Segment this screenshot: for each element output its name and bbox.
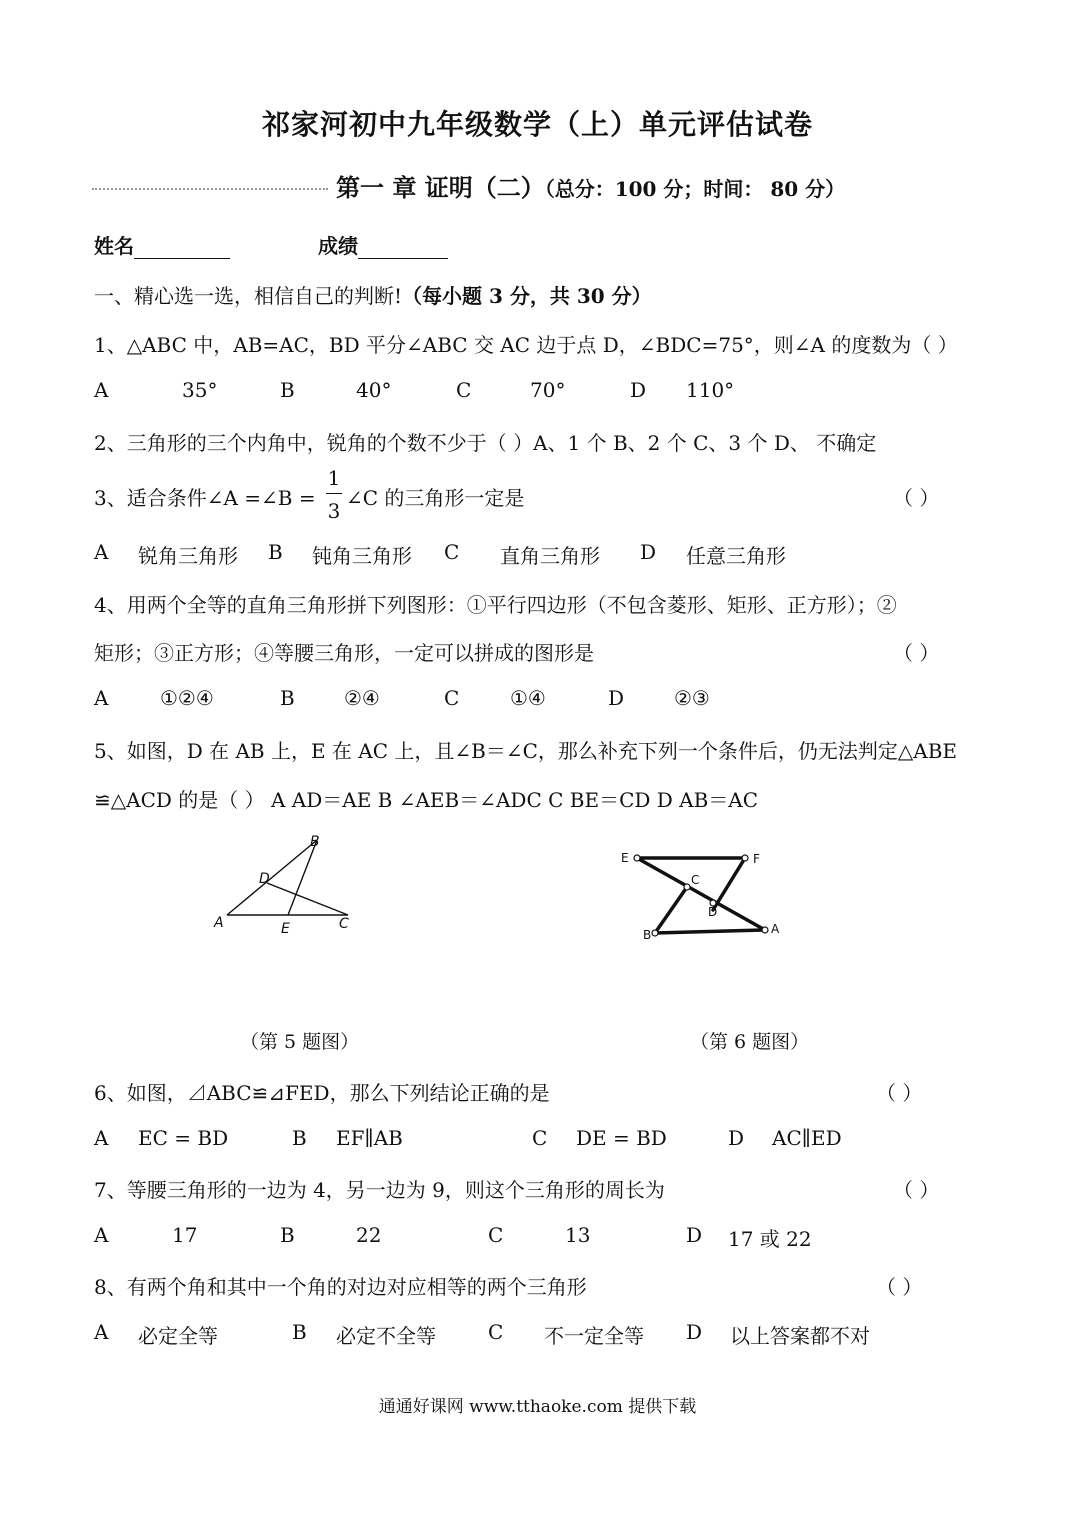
q8-option-c-letter: C xyxy=(488,1320,504,1344)
q7-option-b-text: 22 xyxy=(356,1223,382,1247)
q6-option-a-text: EC = BD xyxy=(138,1126,229,1150)
q8-option-d-letter: D xyxy=(686,1320,703,1344)
q3-option-b-letter: B xyxy=(268,540,283,564)
q4-option-a-letter: A xyxy=(94,686,109,710)
q3-option-a-letter: A xyxy=(94,540,109,564)
q6-option-c-letter: C xyxy=(532,1126,548,1150)
q8-option-b-text: 必定不全等 xyxy=(336,1324,436,1348)
q8-option-b-letter: B xyxy=(292,1320,307,1344)
q7-answer-paren[interactable]: （ ） xyxy=(893,1178,940,1202)
segment-ab xyxy=(227,840,317,915)
figure5-caption: （第 5 题图） xyxy=(240,1031,360,1053)
q7-option-a-letter: A xyxy=(94,1223,109,1247)
q4-option-d-text: ②③ xyxy=(674,686,710,710)
fig6-label-c: C xyxy=(691,873,700,887)
q7-option-b-letter: B xyxy=(280,1223,295,1247)
name-blank[interactable] xyxy=(134,236,230,259)
q8-option-a-text: 必定全等 xyxy=(138,1324,218,1348)
q8-option-a-letter: A xyxy=(94,1320,109,1344)
fig6-label-b: B xyxy=(643,928,652,942)
q3-option-d-text: 任意三角形 xyxy=(686,544,786,568)
q6-answer-paren[interactable]: （ ） xyxy=(876,1081,923,1105)
q6-option-b-text: EF∥AB xyxy=(336,1126,403,1150)
fig5-label-b: B xyxy=(310,834,320,850)
fig6-label-e: E xyxy=(621,851,629,865)
q8-option-d-text: 以上答案都不对 xyxy=(730,1324,870,1348)
q8-stem: 8、有两个角和其中一个角的对边对应相等的两个三角形 xyxy=(94,1275,587,1299)
segment-fd xyxy=(713,858,745,910)
fig5-label-d: D xyxy=(259,871,270,887)
q7-option-d-text: 17 或 22 xyxy=(728,1227,812,1251)
q4-option-b-text: ②④ xyxy=(344,686,380,710)
section1-heading xyxy=(94,280,652,309)
section1-points: （每小题 3 分，共 30 分） xyxy=(402,284,652,308)
q6-option-b-letter: B xyxy=(292,1126,307,1150)
fig5-label-c: C xyxy=(339,916,349,932)
q1-option-d-letter: D xyxy=(630,378,647,402)
q3-option-d-letter: D xyxy=(640,540,657,564)
q3-option-c-letter: C xyxy=(444,540,460,564)
section1-title: 一、精心选一选，相信自己的判断! xyxy=(94,284,403,308)
exam-meta: （总分：100 分；时间： 80 分） xyxy=(544,177,846,201)
fraction-numerator: 1 xyxy=(327,466,341,490)
score-blank[interactable] xyxy=(358,236,448,259)
q1-stem: 1、△ABC 中，AB=AC，BD 平分∠ABC 交 AC 边于点 D，∠BDC=75°，则∠A 的度数为（ ） xyxy=(94,333,958,357)
q1-option-c-letter: C xyxy=(456,378,472,402)
q1-option-d-text: 110° xyxy=(686,378,735,402)
figure6-caption: （第 6 题图） xyxy=(690,1031,810,1053)
fig6-label-f: F xyxy=(753,852,760,866)
q8-option-c-text: 不一定全等 xyxy=(544,1324,644,1348)
q4-answer-paren[interactable]: （ ） xyxy=(893,641,940,665)
q3-option-a-text: 锐角三角形 xyxy=(138,544,238,568)
q4-option-d-letter: D xyxy=(608,686,625,710)
exam-title: 祁家河初中九年级数学（上）单元评估试卷 xyxy=(261,108,813,141)
q7-option-d-letter: D xyxy=(686,1223,703,1247)
q1-option-c-text: 70° xyxy=(530,378,566,402)
dotted-leader xyxy=(92,178,328,190)
segment-dc xyxy=(267,883,348,915)
q5-line1: 5、如图，D 在 AB 上，E 在 AC 上，且∠B＝∠C，那么补充下列一个条件后，仍无法判定△ABE xyxy=(94,739,958,763)
name-label: 姓名 xyxy=(94,234,134,258)
q3-stem-b: ∠C 的三角形一定是 xyxy=(346,486,525,510)
q7-option-c-letter: C xyxy=(488,1223,504,1247)
q4-option-c-text: ①④ xyxy=(510,686,546,710)
fig6-label-a: A xyxy=(771,922,780,936)
q1-option-b-letter: B xyxy=(280,378,295,402)
fig5-label-a: A xyxy=(214,915,224,931)
q6-option-d-letter: D xyxy=(728,1126,745,1150)
q1-option-b-text: 40° xyxy=(356,378,392,402)
q6-option-a-letter: A xyxy=(94,1126,109,1150)
fig6-label-d: D xyxy=(708,905,718,919)
segment-ba xyxy=(655,930,765,933)
q5-line2: ≌△ACD 的是（ ） A AD＝AE B ∠AEB＝∠ADC C BE＝CD D AB＝AC xyxy=(94,788,759,812)
student-info-line xyxy=(94,230,448,259)
q6-option-d-text: AC∥ED xyxy=(772,1126,842,1150)
chapter-title: 第一 章 证明（二） xyxy=(336,173,545,202)
q2-stem: 2、三角形的三个内角中，锐角的个数不少于（ ）A、1 个 B、2 个 C、3 个 D、 不确定 xyxy=(94,431,877,455)
figure-q5 xyxy=(205,825,365,945)
q3-option-b-text: 钝角三角形 xyxy=(312,544,412,568)
q4-option-c-letter: C xyxy=(444,686,460,710)
q7-stem: 7、等腰三角形的一边为 4，另一边为 9，则这个三角形的周长为 xyxy=(94,1178,665,1202)
fig5-label-e: E xyxy=(281,921,290,937)
q7-option-a-text: 17 xyxy=(172,1223,198,1247)
chapter-heading xyxy=(336,168,845,203)
figure-q6 xyxy=(615,840,795,950)
q3-answer-paren[interactable]: （ ） xyxy=(893,486,940,510)
q8-answer-paren[interactable]: （ ） xyxy=(876,1275,923,1299)
q3-stem-a: 3、适合条件∠A =∠B = xyxy=(94,486,316,510)
q1-option-a-text: 35° xyxy=(182,378,218,402)
q4-option-a-text: ①②④ xyxy=(160,686,214,710)
q3-option-c-text: 直角三角形 xyxy=(500,544,600,568)
segment-ea xyxy=(637,858,765,930)
q4-option-b-letter: B xyxy=(280,686,295,710)
segment-cb xyxy=(655,887,687,933)
q7-option-c-text: 13 xyxy=(565,1223,591,1247)
fraction-denominator: 3 xyxy=(327,499,341,523)
q4-line2: 矩形；③正方形；④等腰三角形，一定可以拼成的图形是 xyxy=(94,641,594,665)
q6-stem: 6、如图，⊿ABC≌⊿FED，那么下列结论正确的是 xyxy=(94,1081,550,1105)
q1-option-a-letter: A xyxy=(94,378,109,402)
q6-option-c-text: DE = BD xyxy=(576,1126,667,1150)
q4-line1: 4、用两个全等的直角三角形拼下列图形：①平行四边形（不包含菱形、矩形、正方形）；② xyxy=(94,593,897,617)
score-label: 成绩 xyxy=(318,234,358,258)
fraction-bar xyxy=(326,493,342,494)
page-footer: 通通好课网 www.tthaoke.com 提供下载 xyxy=(378,1397,697,1417)
